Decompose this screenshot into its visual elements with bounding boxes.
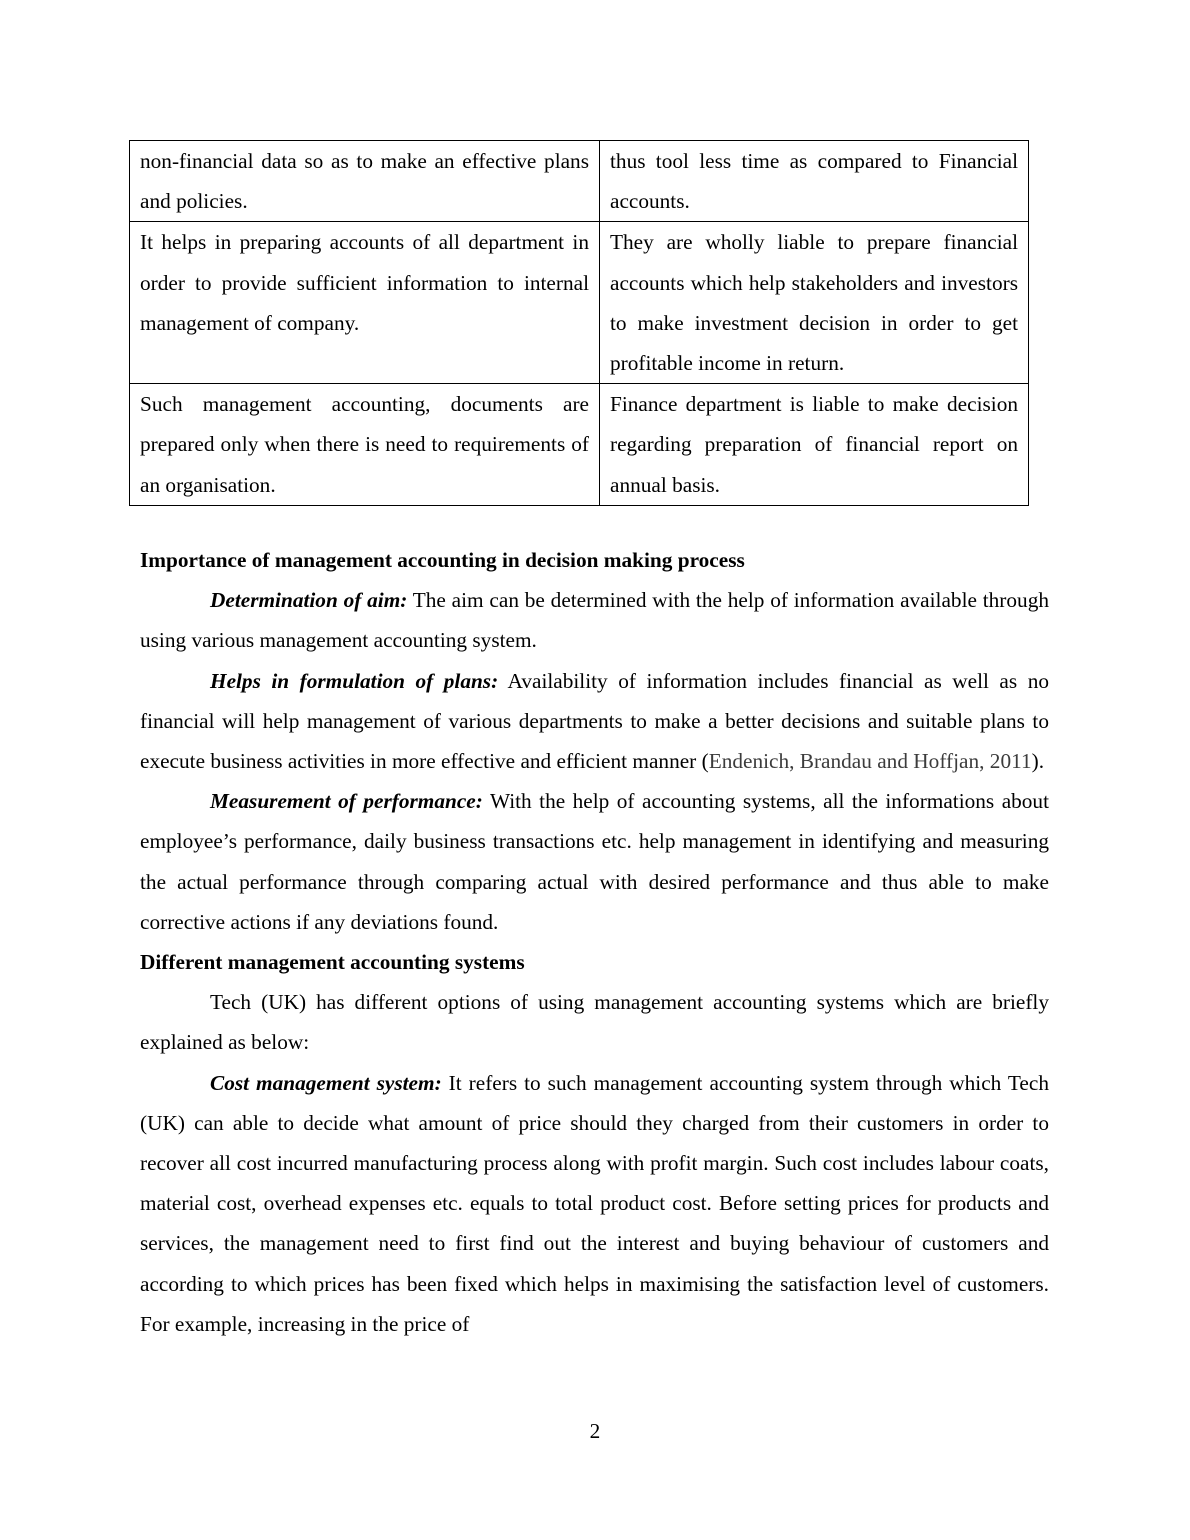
- paragraph-formulation-of-plans: [140, 661, 1049, 782]
- page-number: 2: [589, 1419, 601, 1443]
- paragraph-text: The aim can be determined with the help of information available through using various management accounting system.: [140, 588, 1049, 653]
- citation: Endenich, Brandau and Hoffjan, 2011: [708, 749, 1032, 774]
- comparison-table: [129, 140, 1029, 506]
- paragraph-determination-of-aim: [140, 580, 1049, 660]
- paragraph-text: Availability of information includes financial as well as no financial will help management of various departments to make a better decisions and suitable plans to execute business activities in more effective and efficient manner (: [140, 668, 1049, 774]
- paragraph-systems-intro: Tech (UK) has different options of using management accounting systems which are briefly explained as below:: [140, 990, 1049, 1055]
- paragraph-lead: Determination of aim:: [210, 588, 408, 613]
- table-cell-management: Such management accounting, documents are prepared only when there is need to requirements of an organisation.: [130, 384, 600, 506]
- paragraph-text-end: ).: [1031, 749, 1045, 774]
- paragraph-cost-management-system: [140, 1063, 1049, 1344]
- table-row: [130, 141, 1029, 222]
- table-cell-financial: Finance department is liable to make decision regarding preparation of financial report on annual basis.: [600, 384, 1029, 506]
- section-heading-systems: Different management accounting systems: [140, 950, 525, 975]
- paragraph-lead: Helps in formulation of plans:: [210, 668, 499, 693]
- section-heading-importance: Importance of management accounting in decision making process: [140, 548, 745, 572]
- paragraph-text: It refers to such management accounting system through which Tech (UK) can able to decide what amount of price should they charged from their customers in order to recover all cost incurred manufacturing process along with profit margin. Such cost includes labour coats, material cost, overhead expenses etc. equals to total product cost. Before setting prices for products and services, the management need to first find out the interest and buying behaviour of customers and according to which prices has been fixed which helps in maximising the satisfaction level of customers. For example, increasing in the price of: [140, 1070, 1049, 1336]
- table-cell-financial: thus tool less time as compared to Financial accounts.: [600, 141, 1029, 222]
- table-cell-management: non-financial data so as to make an effective plans and policies.: [130, 141, 600, 222]
- table-row: [130, 222, 1029, 384]
- body-content: [140, 540, 1049, 1344]
- paragraph-lead: Measurement of performance:: [210, 789, 483, 814]
- table-cell-management: It helps in preparing accounts of all department in order to provide sufficient information to internal management of company.: [130, 222, 600, 384]
- paragraph-measurement-of-performance: [140, 781, 1049, 942]
- paragraph-text: With the help of accounting systems, all the informations about employee’s performance, daily business transactions etc. help management in identifying and measuring the actual performance through comparing actual with desired performance and thus able to make corrective actions if any deviations found.: [140, 789, 1050, 934]
- table-cell-financial: They are wholly liable to prepare financial accounts which help stakeholders and investors to make investment decision in order to get profitable income in return.: [600, 222, 1029, 384]
- paragraph-lead: Cost management system:: [210, 1070, 442, 1095]
- table-row: [130, 384, 1029, 506]
